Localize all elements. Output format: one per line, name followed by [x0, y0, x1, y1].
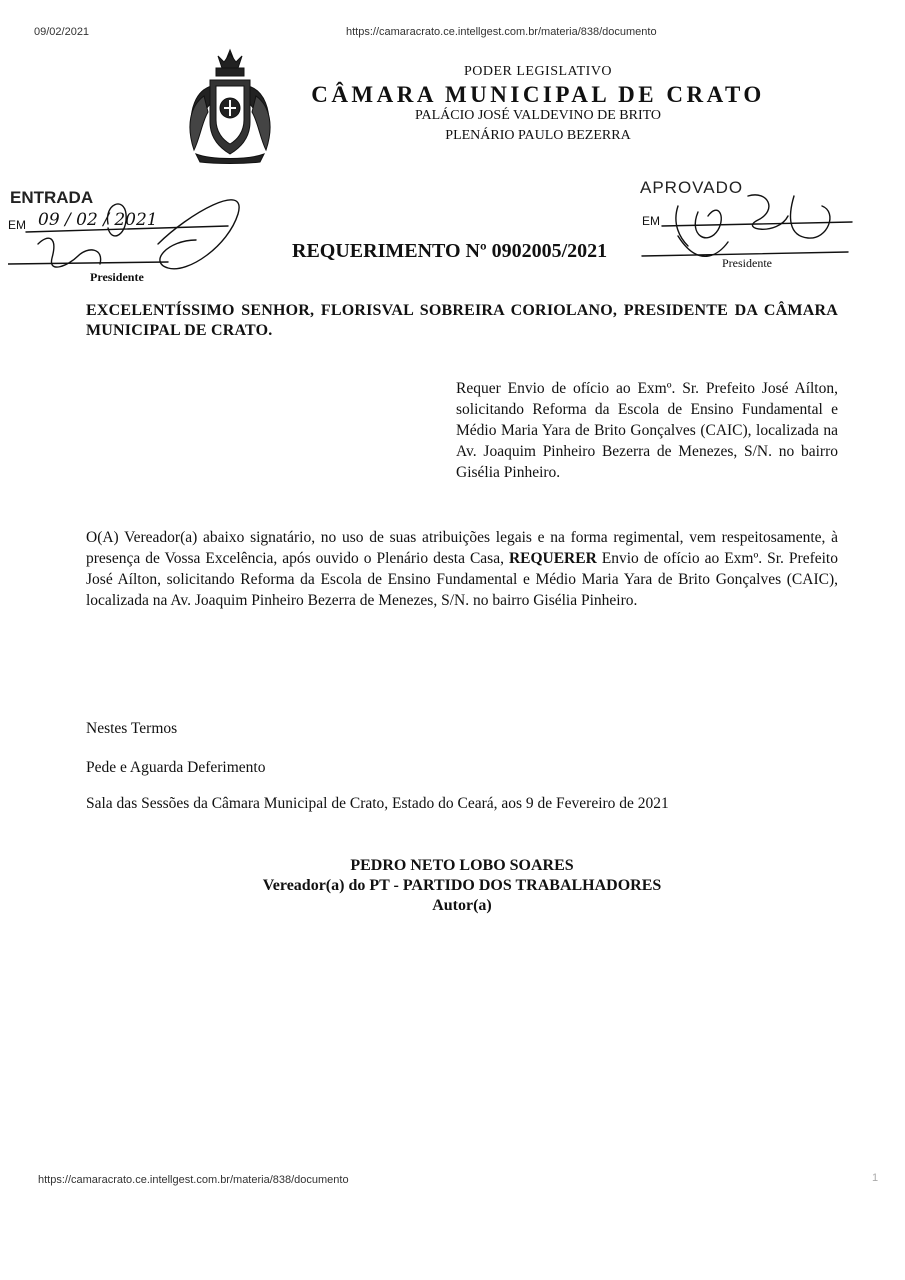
signature-role: Vereador(a) do PT - PARTIDO DOS TRABALHADORES: [262, 877, 662, 894]
body-before: O(A) Vereador(a) abaixo signatário, no uso de suas atribuições legais e na forma regimental, vem respeitosamente, à presença de Vossa Excelência, após ouvido o Plenário desta Casa,: [86, 529, 838, 567]
print-url: https://camaracrato.ce.intellgest.com.br/materia/838/documento: [346, 26, 657, 38]
addressee: EXCELENTÍSSIMO SENHOR, FLORISVAL SOBREIRA CORIOLANO, PRESIDENTE DA CÂMARA MUNICIPAL DE CRATO.: [86, 302, 838, 339]
closing-deferimento: Pede e Aguarda Deferimento: [86, 759, 266, 776]
footer-url: https://camaracrato.ce.intellgest.com.br/materia/838/documento: [38, 1174, 349, 1186]
letterhead-palacio: PALÁCIO JOSÉ VALDEVINO DE BRITO: [414, 108, 662, 123]
closing-termos: Nestes Termos: [86, 720, 178, 737]
stamp-entrada-word: ENTRADA: [10, 188, 94, 207]
stamp-aprovado: [638, 176, 858, 276]
stamp-aprovado-word: APROVADO: [640, 178, 744, 197]
footer-page-number: 1: [872, 1172, 879, 1184]
requerimento-title: REQUERIMENTO Nº 0902005/2021: [292, 240, 608, 262]
letterhead-plenario: PLENÁRIO PAULO BEZERRA: [445, 128, 631, 143]
stamp-aprovado-presidente: Presidente: [722, 256, 772, 270]
letterhead-camara: CÂMARA MUNICIPAL DE CRATO: [311, 82, 765, 107]
coat-of-arms-icon: [182, 46, 278, 164]
closing-sala: Sala das Sessões da Câmara Municipal de Crato, Estado do Ceará, aos 9 de Fevereiro de 2021: [86, 795, 669, 812]
body-paragraph: [86, 527, 838, 611]
body-keyword: REQUERER: [508, 550, 597, 567]
entrada-signature-icon: [8, 184, 258, 284]
signature-block: [200, 856, 724, 916]
stamp-aprovado-em: EM: [642, 214, 660, 228]
print-date: 09/02/2021: [34, 26, 90, 38]
stamp-entrada-em: EM: [8, 218, 26, 232]
letterhead-poder: PODER LEGISLATIVO: [463, 64, 613, 79]
signature-name: PEDRO NETO LOBO SOARES: [350, 857, 574, 874]
stamp-entrada-date: 09 / 02 / 2021: [38, 210, 158, 230]
ementa: Requer Envio de ofício ao Exmº. Sr. Prefeito José Aílton, solicitando Reforma da Escola de Ensino Fundamental e Médio Maria Yara de Brito Gonçalves (CAIC), localizada na Av. Joaquim Pinheiro Bezerra de Menezes, S/N. no bairro Gisélia Pinheiro.: [456, 380, 838, 481]
aprovado-signature-icon: [638, 176, 858, 276]
stamp-entrada-presidente: Presidente: [90, 270, 144, 284]
signature-author: Autor(a): [432, 897, 492, 914]
stamp-entrada: [8, 184, 258, 284]
body-after: Envio de ofício ao Exmº. Sr. Prefeito José Aílton, solicitando Reforma da Escola de Ensino Fundamental e Médio Maria Yara de Brito Gonçalves (CAIC), localizada na Av. Joaquim Pinheiro Bezerra de Menezes, S/N. no bairro Gisélia Pinheiro.: [86, 550, 838, 609]
